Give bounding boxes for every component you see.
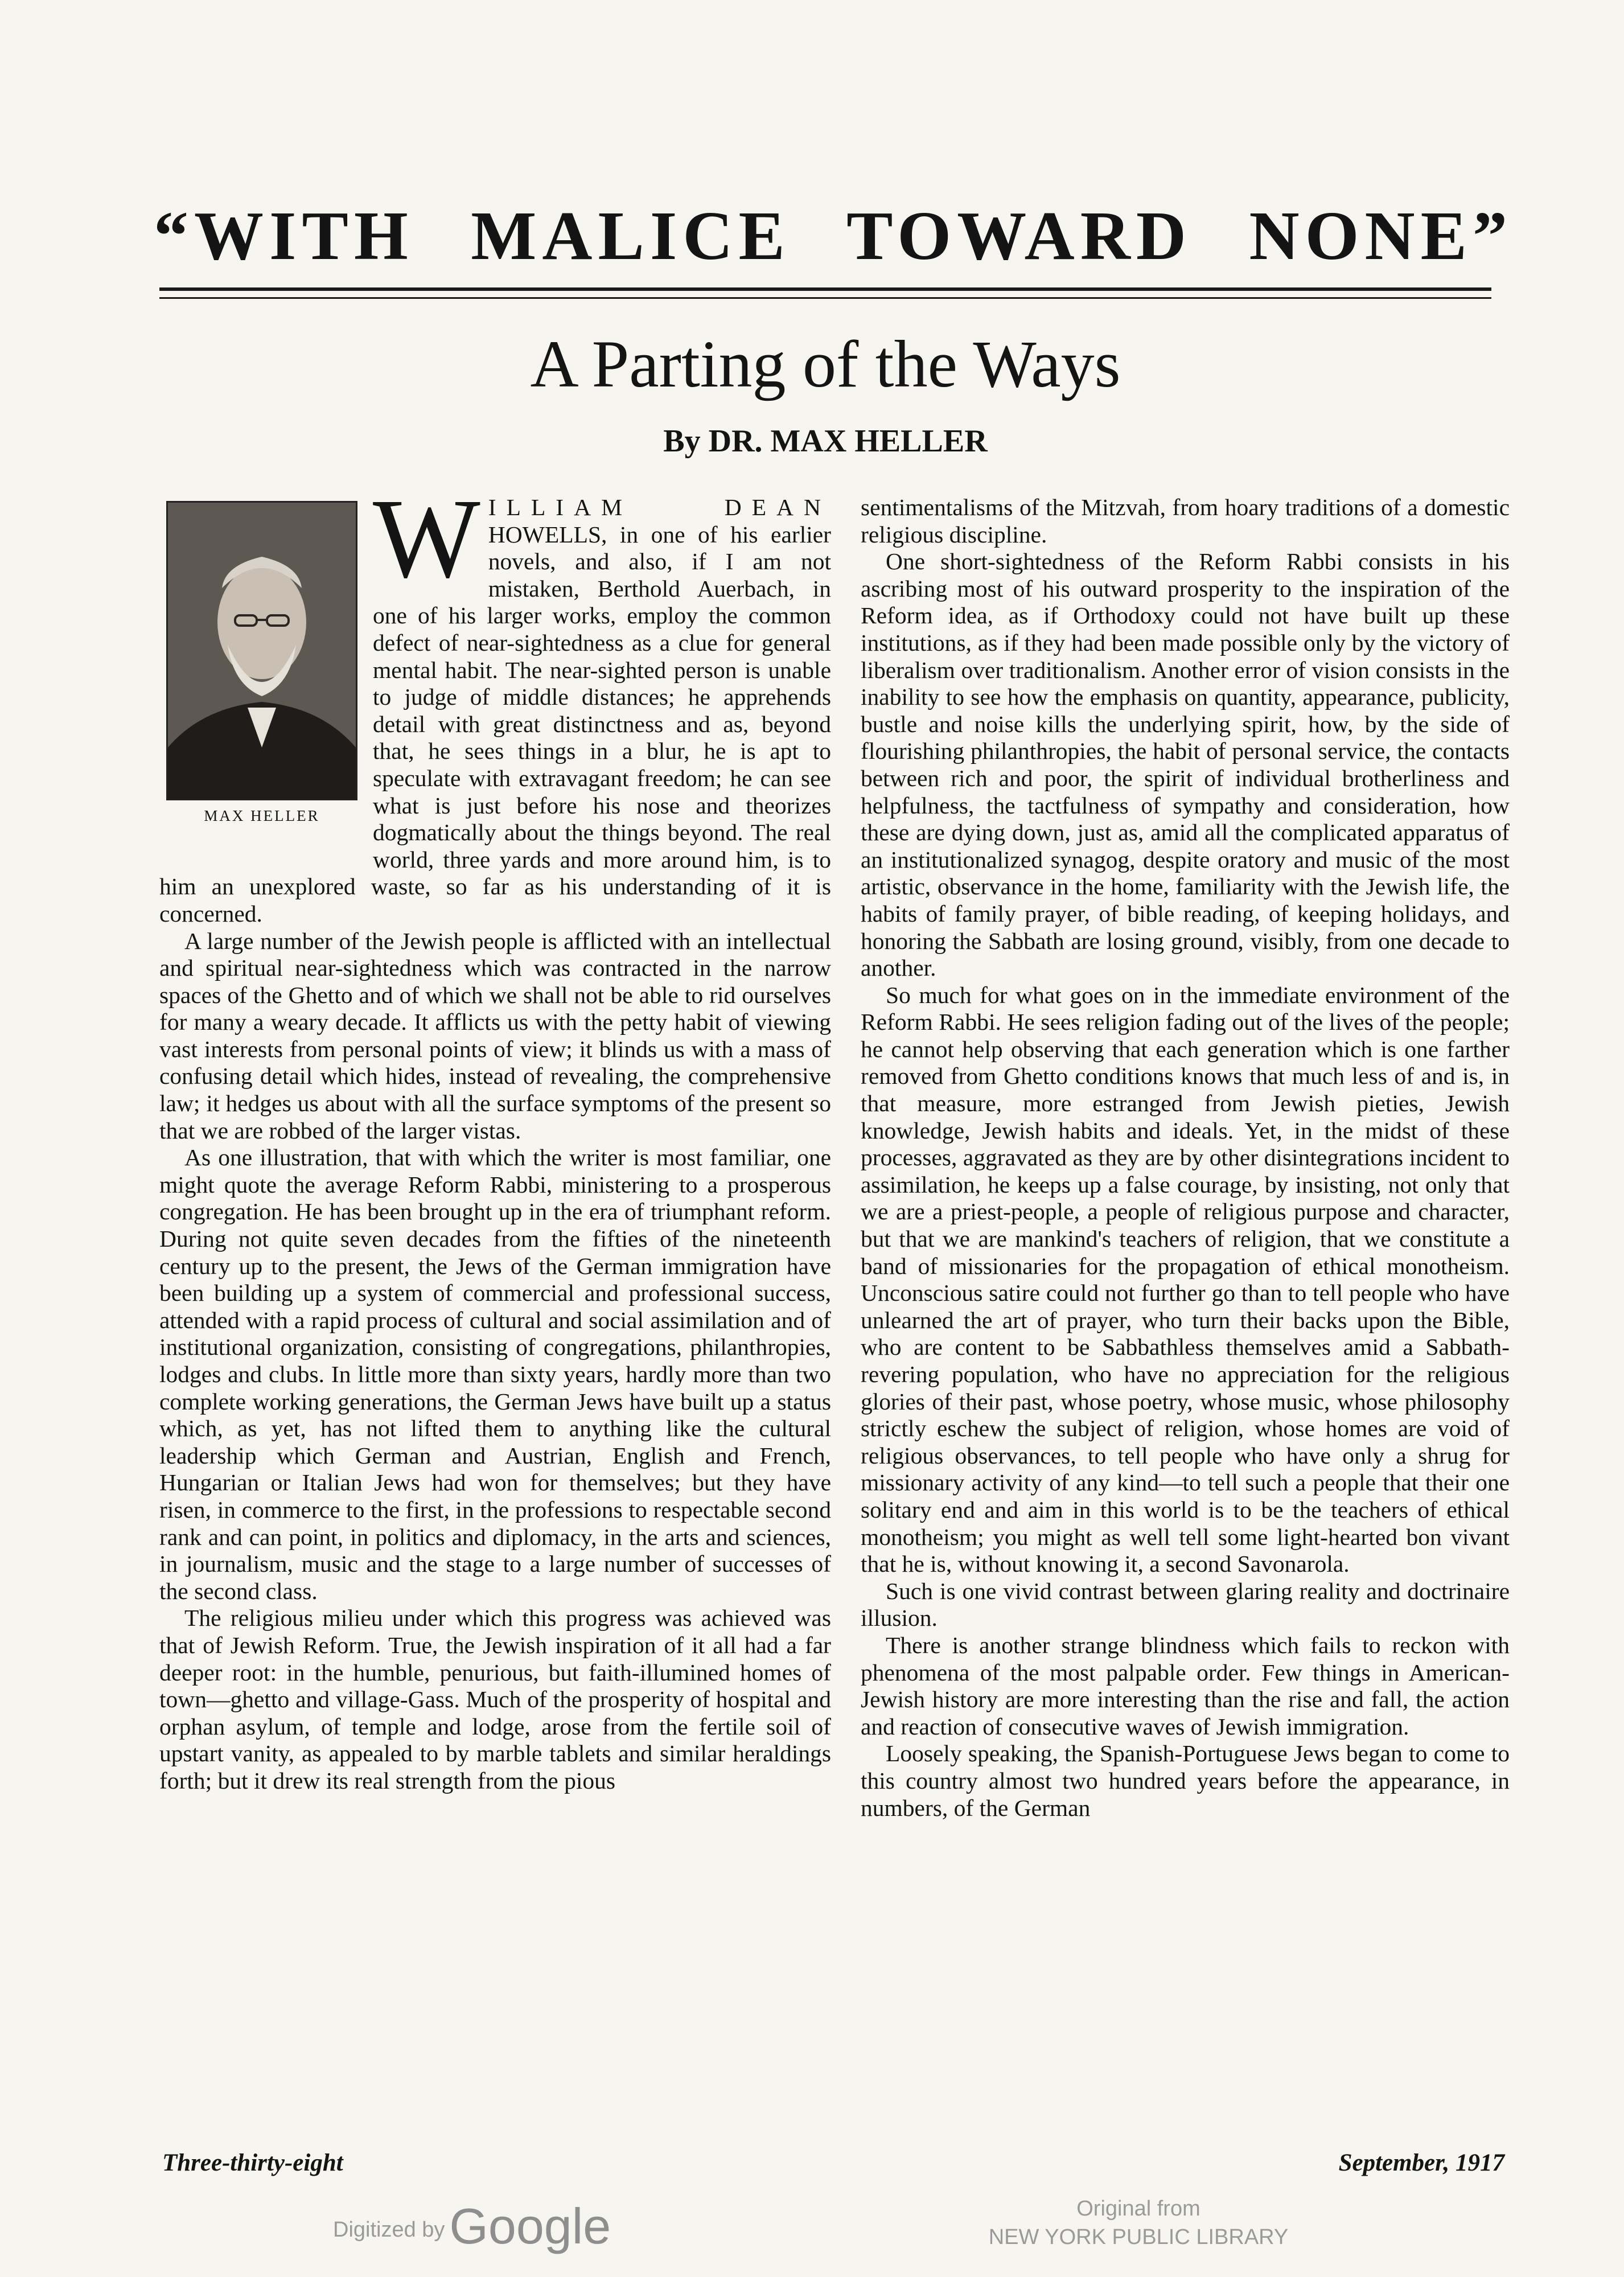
- paragraph: One short-sightedness of the Reform Rabbi consists in his ascribing most of his outward prosperity to the inspiration of the Reform idea, as if Orthodoxy could not have built up these institutions, as if they had been made possible only by the victory of liberalism over traditionalism. Another error of vision consists in the inability to see how the emphasis on quantity, appearance, publicity, bustle and noise kills the underlying spirit, how, by the side of flourishing philanthropies, the habit of personal service, the contacts between rich and poor, the spirit of individual brotherliness and helpfulness, the tactfulness of sympathy and consideration, how these are dying down, just as, amid all the complicated apparatus of an institutionalized synagog, despite oratory and music of the most artistic, observance in the home, familiarity with the Jewish life, the habits of family prayer, of bible reading, of keeping holidays, and honoring the Sabbath are losing ground, visibly, from one decade to another.: [861, 548, 1510, 981]
- paragraph: Such is one vivid contrast between glaring reality and doctrinaire illusion.: [861, 1577, 1510, 1631]
- article-title: A Parting of the Ways: [530, 327, 1121, 401]
- library-name: NEW YORK PUBLIC LIBRARY: [988, 2225, 1289, 2249]
- paragraph: There is another strange blindness which fails to reckon with phenomena of the most palpable order. Few things in American-Jewish history are more interesting than the rise and fall, the action and reaction of consecutive waves of Jewish immigration.: [861, 1631, 1510, 1740]
- portrait-spacer: [159, 494, 373, 858]
- paragraph: Loosely speaking, the Spanish-Portuguese Jews began to come to this country almost two hundred years before the appearance, in numbers, of the German: [861, 1740, 1510, 1821]
- header-rule-thin: [159, 297, 1491, 299]
- paragraph-continued: sentimentalisms of the Mitzvah, from hoary traditions of a domestic religious discipline.: [861, 494, 1510, 548]
- paragraph: The religious milieu under which this progress was achieved was that of Jewish Reform. True, the Jewish inspiration of it all had a far deeper root: in the humble, penurious, but faith-illumined homes of town—ghetto and village-Gass. Much of the prosperity of hospital and orphan asylum, of temple and lodge, arose from the fertile soil of upstart vanity, as appealed to by marble tablets and similar heraldings forth; but it drew its real strength from the pious: [159, 1605, 831, 1794]
- paragraph-text: HOWELLS, in one of his earlier novels, and also, if I am not mistaken, Berthold Auerbach, in one of his larger works, employ the common defect of near-sightedness as a clue for general mental habit. The near-sighted person is unable to judge of middle distances; he apprehends detail with great distinctness and as, beyond that, he sees things in a blur, he is apt to speculate with extravagant freedom; he can see what is just before his nose and theorizes dogmatically about the things beyond. The real world, three yards and more around him, is to him an unexplored waste, so far as his understanding of it is concerned.: [159, 521, 831, 927]
- library-watermark: [968, 2194, 1309, 2251]
- section-header: “WITH MALICE TOWARD NONE”: [154, 198, 1513, 274]
- issue-date: September, 1917: [1338, 2149, 1504, 2176]
- lead-in: ILLIAM DEAN: [488, 494, 831, 520]
- text-column-left: [159, 494, 831, 1917]
- header-rule-thick: [159, 287, 1491, 291]
- paragraph: As one illustration, that with which the writer is most familiar, one might quote the average Reform Rabbi, ministering to a prosperous congregation. He has been brought up in the era of triumphant reform. During not quite seven decades from the fifties of the nineteenth century up to the present, the Jews of the German immigration have been building up a system of commercial and professional success, attended with a rapid process of cultural and social assimilation and of institutional organization, consisting of congregations, philanthropies, lodges and clubs. In little more than sixty years, hardly more than two complete working generations, the German Jews have built up a status which, as yet, has not lifted them to anything like the cultural leadership which German and Austrian, English and French, Hungarian or Italian Jews had won for themselves; but they have risen, in commerce to the first, in the professions to respectable second rank and can point, in politics and diplomacy, in the arts and sciences, in journalism, music and the stage to a large number of successes of the second class.: [159, 1144, 831, 1604]
- page-number: Three-thirty-eight: [162, 2149, 343, 2176]
- text-column-right: [861, 494, 1510, 1917]
- paragraph: A large number of the Jewish people is afflicted with an intellectual and spiritual near-sightedness which was contracted in the narrow spaces of the Ghetto and of which we shall not be able to rid ourselves for many a weary decade. It afflicts us with the petty habit of viewing vast interests from personal points of view; it blinds us with a mass of confusing detail which hides, instead of revealing, the comprehensive law; it hedges us about with all the surface symptoms of the present so that we are robbed of the larger vistas.: [159, 927, 831, 1144]
- paragraph: So much for what goes on in the immediate environment of the Reform Rabbi. He sees religion fading out of the lives of the people; he cannot help observing that each generation which is one farther removed from Ghetto conditions knows that much less of and is, in that measure, more estranged from Jewish pieties, Jewish knowledge, Jewish habits and ideals. Yet, in the midst of these processes, aggravated as they are by other disintegrations incident to assimilation, he keeps up a false courage, by insisting, not only that we are a priest-people, a people of religious purpose and character, but that we are mankind's teachers of religion, that we constitute a band of missionaries for the propagation of ethical monotheism. Unconscious satire could not further go than to tell people who have unlearned the art of prayer, who turn their backs upon the Bible, who are content to be Sabbathless themselves amid a Sabbath-revering population, who have no appreciation for the religious glories of their past, whose poetry, whose music, whose philosophy strictly eschew the subject of religion, whose homes are void of religious observances, to tell people who have only a shrug for missionary activity of any kind—to tell such a people that their one solitary end and aim in this world is to be the teachers of ethical monotheism; you might as well tell some light-hearted bon vivant that he is, without knowing it, a second Savonarola.: [861, 981, 1510, 1577]
- google-logo-text: Google: [449, 2198, 611, 2254]
- portrait-caption: MAX HELLER: [204, 807, 320, 824]
- digitized-watermark: [333, 2197, 611, 2255]
- original-from-text: Original from: [1076, 2197, 1200, 2221]
- drop-cap: W: [373, 494, 480, 602]
- article-byline: By DR. MAX HELLER: [663, 424, 988, 459]
- digitized-by-text: Digitized by: [333, 2218, 445, 2242]
